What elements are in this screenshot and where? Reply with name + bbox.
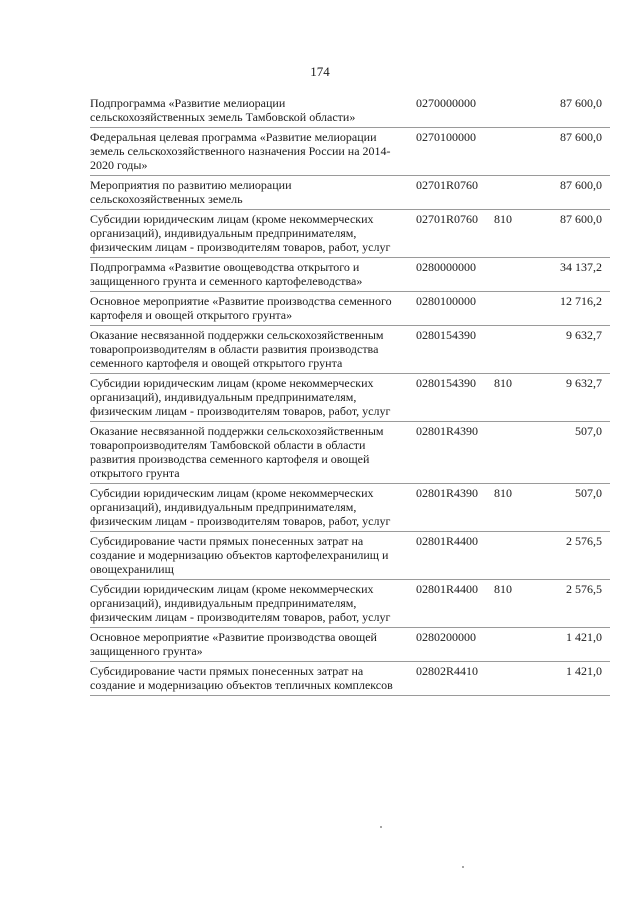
row-amount: 87 600,0 <box>560 212 602 226</box>
budget-table <box>90 94 610 696</box>
row-code: 02801R4390 <box>416 424 479 438</box>
table-row <box>90 128 610 176</box>
row-name: Основное мероприятие «Развитие производства овощей защищенного грунта» <box>90 630 377 658</box>
row-name: Субсидирование части прямых понесенных затрат на создание и модернизацию объектов картофелехранилищ и овощехранилищ <box>90 534 389 576</box>
row-amount: 87 600,0 <box>560 96 602 110</box>
row-name: Подпрограмма «Развитие овощеводства открытого и защищенного грунта и семенного картофелеводства» <box>90 260 363 288</box>
row-name: Оказание несвязанной поддержки сельскохозяйственным товаропроизводителям Тамбовской области в области развития производства семенного картофеля и овощей открытого грунта <box>90 424 384 480</box>
table-row <box>90 662 610 696</box>
row-name: Субсидирование части прямых понесенных затрат на создание и модернизацию объектов тепличных комплексов <box>90 664 393 692</box>
row-name: Мероприятия по развитию мелиорации сельскохозяйственных земель <box>90 178 292 206</box>
row-name: Субсидии юридическим лицам (кроме некоммерческих организаций), индивидуальным предпринимателям, физическим лицам - производителям товаров, работ, услуг <box>90 376 391 418</box>
row-amount: 1 421,0 <box>566 630 602 644</box>
row-amount: 2 576,5 <box>566 582 602 596</box>
row-code: 0280100000 <box>416 294 476 308</box>
row-vr: 810 <box>494 582 512 596</box>
row-amount: 87 600,0 <box>560 178 602 192</box>
table-row <box>90 176 610 210</box>
row-code: 0270000000 <box>416 96 476 110</box>
row-name: Субсидии юридическим лицам (кроме некоммерческих организаций), индивидуальным предпринимателям, физическим лицам - производителям товаров, работ, услуг <box>90 582 391 624</box>
row-code: 0270100000 <box>416 130 476 144</box>
table-row <box>90 484 610 532</box>
row-code: 02801R4400 <box>416 534 479 548</box>
row-amount: 9 632,7 <box>566 328 602 342</box>
table-row <box>90 422 610 484</box>
row-name: Федеральная целевая программа «Развитие мелиорации земель сельскохозяйственного назначения России на 2014-2020 годы» <box>90 130 391 172</box>
table-row <box>90 210 610 258</box>
table-row <box>90 628 610 662</box>
row-amount: 9 632,7 <box>566 376 602 390</box>
row-code: 0280154390 <box>416 376 476 390</box>
table-row <box>90 326 610 374</box>
table-row <box>90 532 610 580</box>
row-code: 0280154390 <box>416 328 476 342</box>
row-amount: 507,0 <box>575 424 602 438</box>
row-amount: 12 716,2 <box>560 294 602 308</box>
row-amount: 34 137,2 <box>560 260 602 274</box>
row-vr: 810 <box>494 212 512 226</box>
scan-speck <box>462 866 464 868</box>
table-row <box>90 374 610 422</box>
row-name: Субсидии юридическим лицам (кроме некоммерческих организаций), индивидуальным предпринимателям, физическим лицам - производителям товаров, работ, услуг <box>90 486 391 528</box>
row-vr: 810 <box>494 376 512 390</box>
page-number: 174 <box>310 64 330 79</box>
row-amount: 507,0 <box>575 486 602 500</box>
row-amount: 87 600,0 <box>560 130 602 144</box>
row-name: Субсидии юридическим лицам (кроме некоммерческих организаций), индивидуальным предпринимателям, физическим лицам - производителям товаров, работ, услуг <box>90 212 391 254</box>
row-vr: 810 <box>494 486 512 500</box>
row-code: 0280000000 <box>416 260 476 274</box>
row-code: 0280200000 <box>416 630 476 644</box>
row-code: 02802R4410 <box>416 664 479 678</box>
scan-speck <box>380 826 382 828</box>
table-row <box>90 258 610 292</box>
row-amount: 2 576,5 <box>566 534 602 548</box>
table-row <box>90 94 610 128</box>
row-name: Основное мероприятие «Развитие производства семенного картофеля и овощей открытого грунта» <box>90 294 392 322</box>
row-code: 02701R0760 <box>416 178 479 192</box>
row-name: Оказание несвязанной поддержки сельскохозяйственным товаропроизводителям в области развития производства семенного картофеля и овощей открытого грунта <box>90 328 384 370</box>
row-code: 02801R4400 <box>416 582 479 596</box>
row-amount: 1 421,0 <box>566 664 602 678</box>
row-code: 02801R4390 <box>416 486 479 500</box>
table-row <box>90 292 610 326</box>
table-row <box>90 580 610 628</box>
row-code: 02701R0760 <box>416 212 479 226</box>
row-name: Подпрограмма «Развитие мелиорации сельскохозяйственных земель Тамбовской области» <box>90 96 356 124</box>
